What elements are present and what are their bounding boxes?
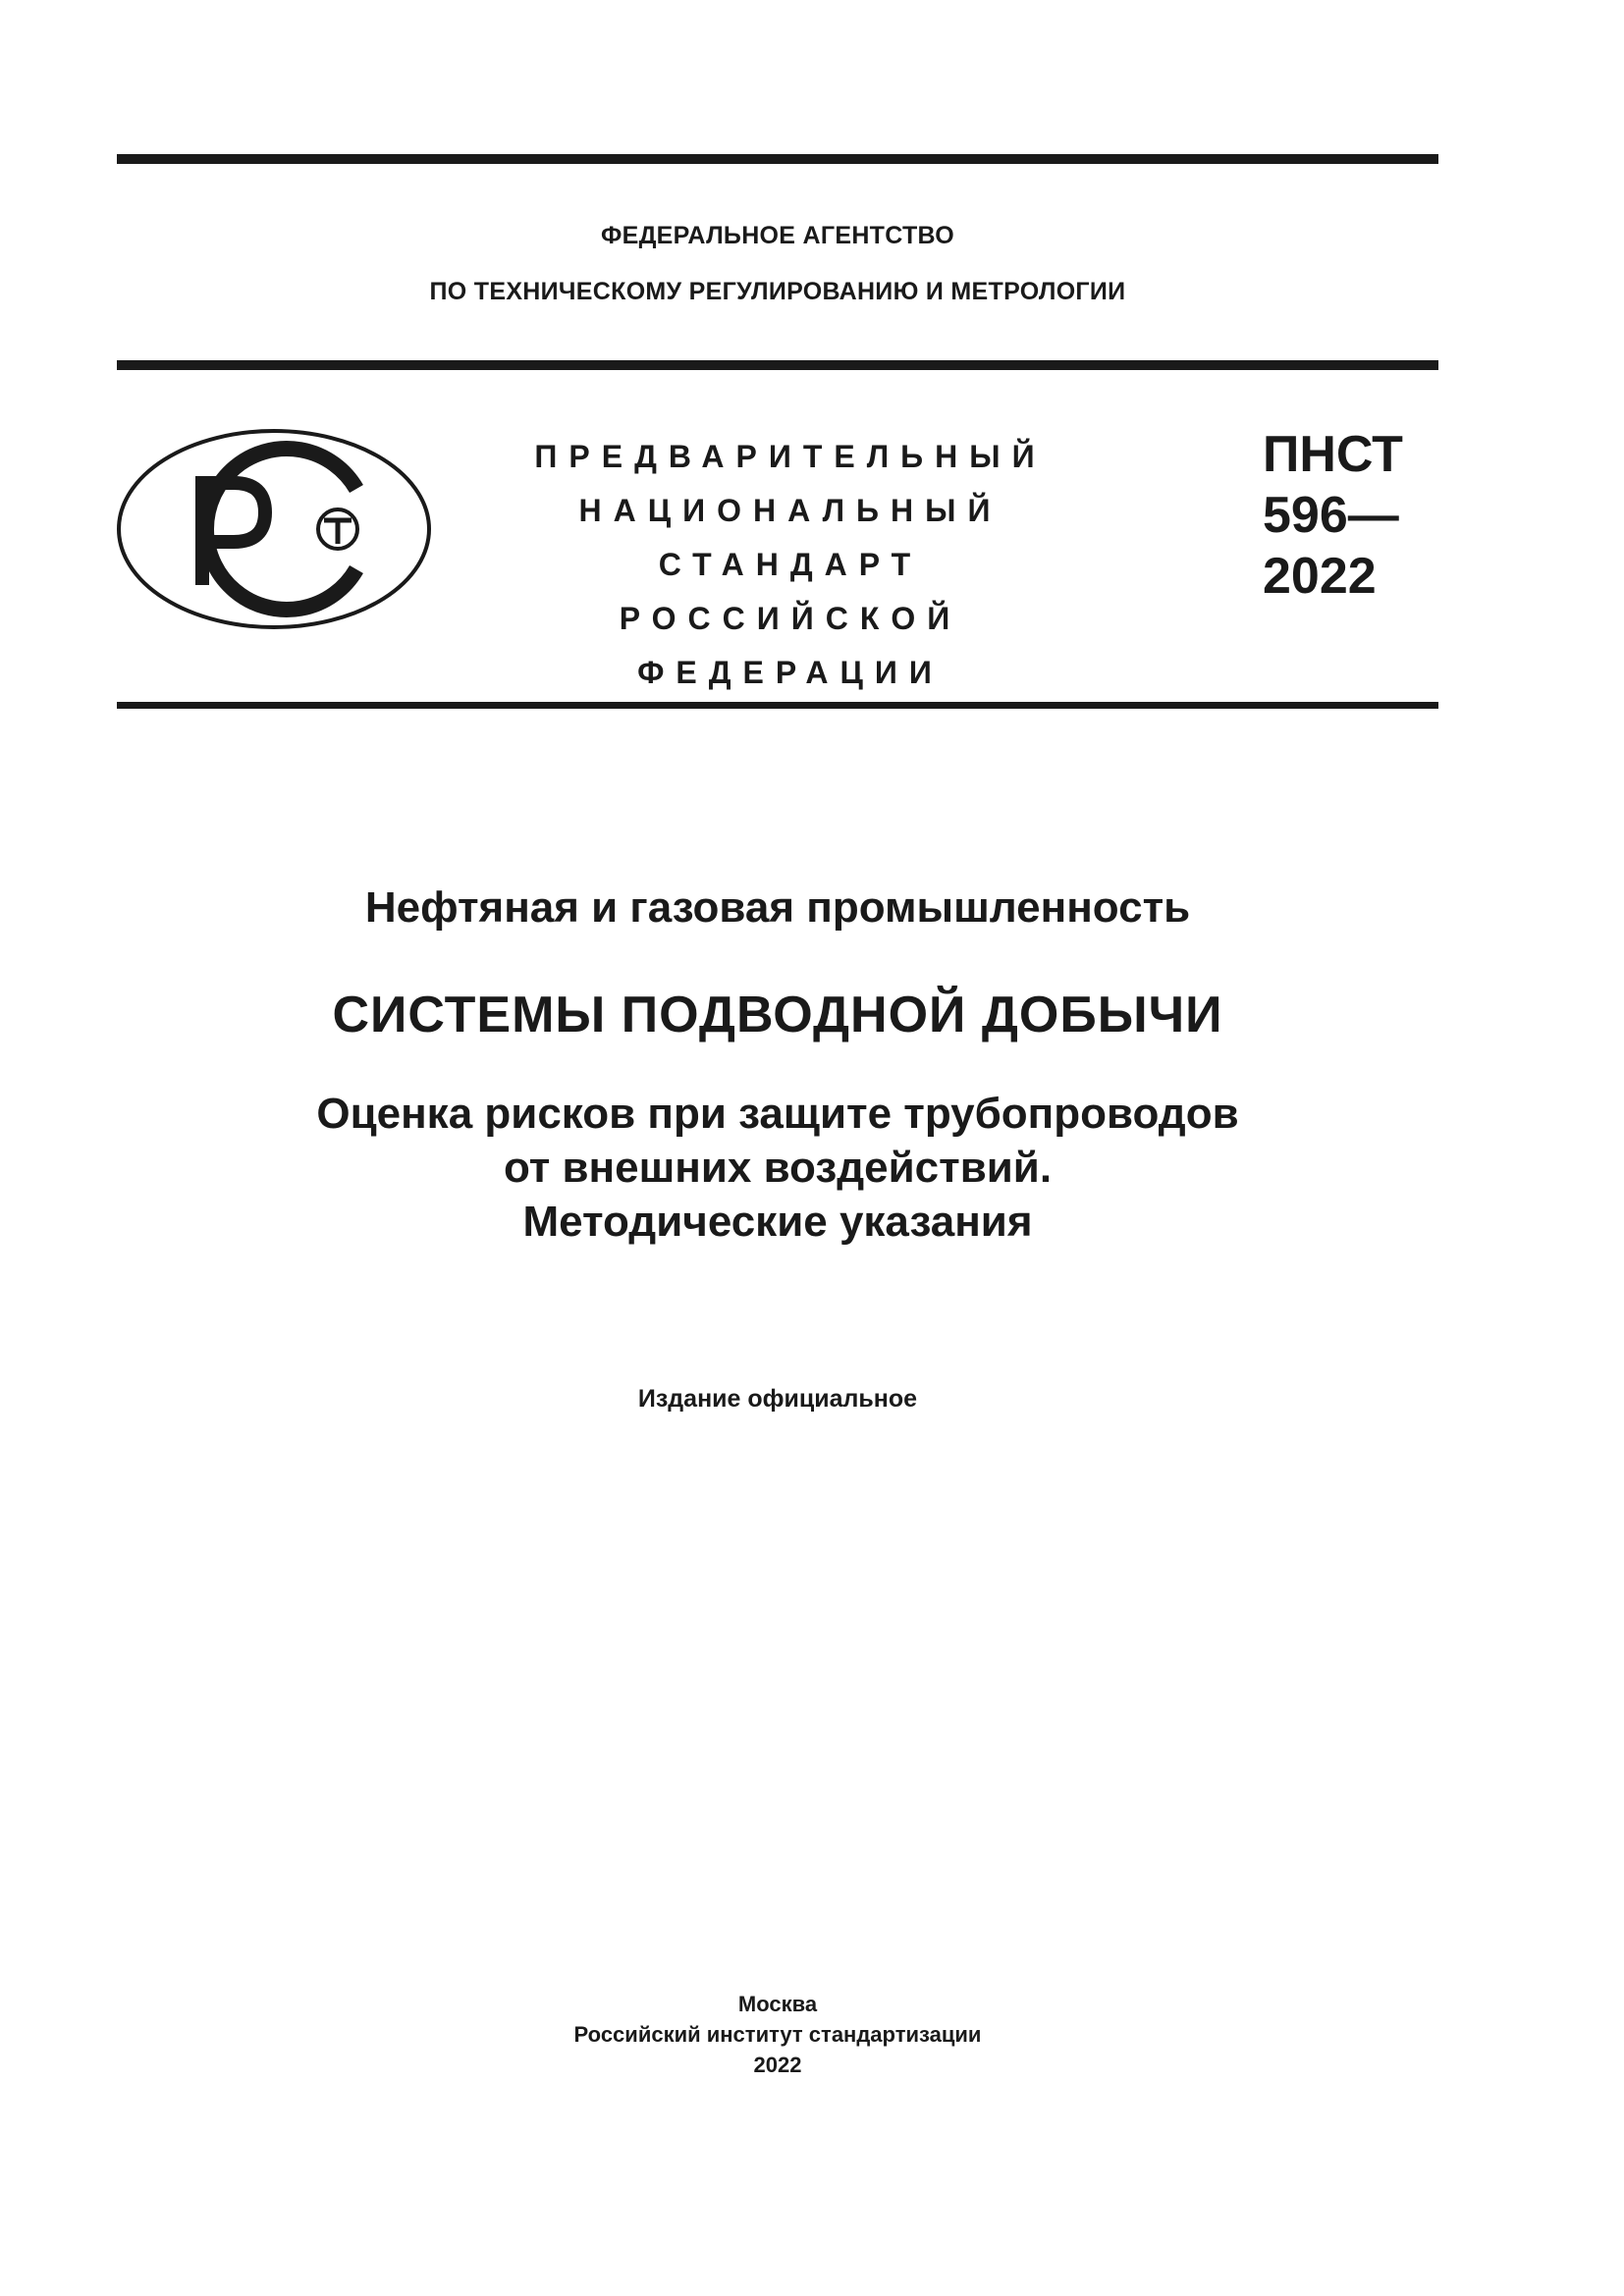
standard-type-line: НАЦИОНАЛЬНЫЙ bbox=[578, 493, 1002, 528]
imprint-publisher: Российский институт стандартизации bbox=[573, 2022, 982, 2047]
standard-type-block bbox=[530, 430, 1051, 700]
gost-r-logo-icon bbox=[116, 428, 432, 630]
standard-type-line: ФЕДЕРАЦИИ bbox=[637, 655, 944, 690]
standard-designation bbox=[1263, 424, 1430, 607]
standard-type-line: РОССИЙСКОЙ bbox=[619, 601, 962, 636]
agency-name-line-1: ФЕДЕРАЛЬНОЕ АГЕНТСТВО bbox=[600, 222, 955, 249]
subtitle bbox=[117, 1087, 1438, 1249]
header-rule bbox=[117, 360, 1438, 370]
designation-year: 2022 bbox=[1263, 548, 1377, 605]
subtitle-line: Методические указания bbox=[522, 1198, 1033, 1246]
standard-type-line: ПРЕДВАРИТЕЛЬНЫЙ bbox=[534, 439, 1047, 474]
subtitle-line: Оценка рисков при защите трубопроводов bbox=[316, 1090, 1239, 1138]
top-rule bbox=[117, 154, 1438, 164]
edition-label: Издание официальное bbox=[637, 1385, 918, 1413]
designation-code: ПНСТ bbox=[1263, 426, 1403, 483]
header-bottom-rule bbox=[117, 702, 1438, 709]
agency-name-line-2: ПО ТЕХНИЧЕСКОМУ РЕГУЛИРОВАНИЮ И МЕТРОЛОГИИ bbox=[429, 278, 1126, 305]
imprint-city: Москва bbox=[737, 1992, 818, 2016]
subtitle-line: от внешних воздействий. bbox=[503, 1144, 1053, 1192]
standard-type-line: СТАНДАРТ bbox=[658, 547, 923, 582]
industry-title: Нефтяная и газовая промышленность bbox=[364, 883, 1191, 932]
designation-number: 596— bbox=[1263, 487, 1399, 544]
imprint-year: 2022 bbox=[753, 2053, 802, 2077]
main-title: СИСТЕМЫ ПОДВОДНОЙ ДОБЫЧИ bbox=[332, 987, 1223, 1043]
imprint bbox=[117, 1989, 1438, 2080]
